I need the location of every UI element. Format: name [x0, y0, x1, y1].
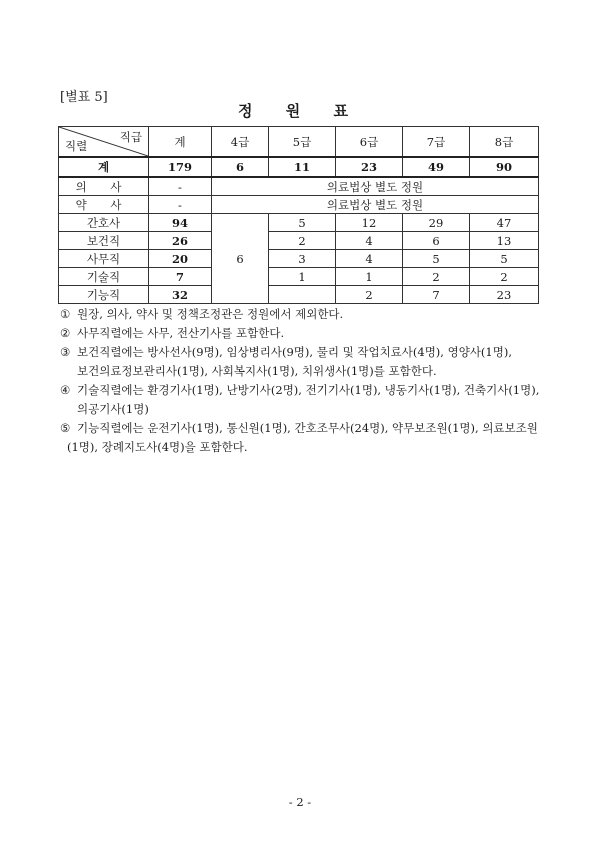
row-sum: 26: [149, 232, 212, 250]
pharmacist-sum: -: [149, 196, 212, 214]
table-row: [59, 268, 539, 286]
row-grade7: 7: [403, 286, 470, 304]
row-grade7: 29: [403, 214, 470, 232]
note-text-line: 의공기사(1명): [77, 402, 149, 416]
note-number: ②: [60, 326, 71, 340]
row-grade6: 12: [336, 214, 403, 232]
row-grade6: 4: [336, 232, 403, 250]
row-grade8: 2: [470, 268, 539, 286]
note-text: 사무직렬에는 사무, 전산기사를 포함한다.: [77, 326, 285, 340]
note-text-line: 기술직렬에는 환경기사(1명), 난방기사(2명), 전기기사(1명), 냉동기사(1명), 건축기사(1명),: [77, 383, 540, 397]
pharmacist-row: [59, 196, 539, 214]
header-grade8: 8급: [470, 127, 539, 158]
header-grade4: 4급: [212, 127, 269, 158]
note-item: [60, 343, 550, 381]
note-text-line: 보건의료정보관리사(1명), 사회복지사(1명), 치위생사(1명)를 포함한다.: [77, 364, 437, 378]
table-row: [59, 250, 539, 268]
row-label: 기능직: [59, 286, 149, 304]
note-item: [60, 324, 550, 343]
table-row: [59, 232, 539, 250]
row-grade8: 5: [470, 250, 539, 268]
total-label: 계: [59, 157, 149, 177]
note-item: [60, 305, 550, 324]
total-grade8: 90: [470, 157, 539, 177]
row-sum: 32: [149, 286, 212, 304]
note-number: ④: [60, 383, 71, 397]
note-text-line: 기능직렬에는 운전기사(1명), 통신원(1명), 간호조무사(24명), 약무보조원(1명), 의료보조원: [77, 421, 538, 435]
staffing-table: [58, 126, 539, 304]
row-grade8: 47: [470, 214, 539, 232]
doctor-sum: -: [149, 177, 212, 196]
row-grade5: [269, 286, 336, 304]
note-text-block: [67, 419, 550, 457]
row-grade5: 2: [269, 232, 336, 250]
note-text-line: (1명), 장례지도사(4명)을 포함한다.: [67, 440, 248, 454]
total-row: [59, 157, 539, 177]
note-text-block: [77, 343, 550, 381]
row-grade6: 4: [336, 250, 403, 268]
row-grade7: 5: [403, 250, 470, 268]
annex-label: [별표 5]: [60, 90, 108, 105]
row-grade7: 2: [403, 268, 470, 286]
row-label: 보건직: [59, 232, 149, 250]
row-sum: 94: [149, 214, 212, 232]
row-label: 사무직: [59, 250, 149, 268]
total-grade5: 11: [269, 157, 336, 177]
row-sum: 20: [149, 250, 212, 268]
row-grade8: 23: [470, 286, 539, 304]
corner-header-cell: [59, 127, 149, 158]
total-grade4: 6: [212, 157, 269, 177]
doctor-label: 의 사: [59, 177, 149, 196]
header-grade6: 6급: [336, 127, 403, 158]
row-grade6: 2: [336, 286, 403, 304]
table-row: [59, 286, 539, 304]
row-label: 기술직: [59, 268, 149, 286]
corner-series-label: 직렬: [65, 139, 88, 153]
row-grade5: 5: [269, 214, 336, 232]
row-grade5: 1: [269, 268, 336, 286]
pharmacist-note: 의료법상 별도 정원: [212, 196, 539, 214]
note-text-block: [77, 381, 550, 419]
row-grade8: 13: [470, 232, 539, 250]
row-grade7: 6: [403, 232, 470, 250]
corner-grade-label: 직급: [119, 130, 142, 144]
total-grade6: 23: [336, 157, 403, 177]
grade4-shared-cell: 6: [212, 214, 269, 304]
table-header-row: [59, 127, 539, 158]
doctor-row: [59, 177, 539, 196]
row-sum: 7: [149, 268, 212, 286]
row-grade5: 3: [269, 250, 336, 268]
note-number: ③: [60, 345, 71, 359]
row-label: 간호사: [59, 214, 149, 232]
note-number: ①: [60, 307, 71, 321]
total-grade7: 49: [403, 157, 470, 177]
doctor-note: 의료법상 별도 정원: [212, 177, 539, 196]
note-number: ⑤: [60, 421, 71, 435]
note-text-line: 보건직렬에는 방사선사(9명), 임상병리사(9명), 물리 및 작업치료사(4명), 영양사(1명),: [77, 345, 512, 359]
header-total: 계: [149, 127, 212, 158]
page-number: - 2 -: [288, 795, 312, 809]
pharmacist-label: 약 사: [59, 196, 149, 214]
note-text: 원장, 의사, 약사 및 정책조정관은 정원에서 제외한다.: [77, 307, 344, 321]
header-grade7: 7급: [403, 127, 470, 158]
note-item: [60, 419, 550, 457]
total-sum: 179: [149, 157, 212, 177]
header-grade5: 5급: [269, 127, 336, 158]
row-grade6: 1: [336, 268, 403, 286]
page-title: 정 원 표: [238, 102, 362, 120]
table-row: [59, 214, 539, 232]
note-item: [60, 381, 550, 419]
notes-section: [60, 305, 550, 457]
